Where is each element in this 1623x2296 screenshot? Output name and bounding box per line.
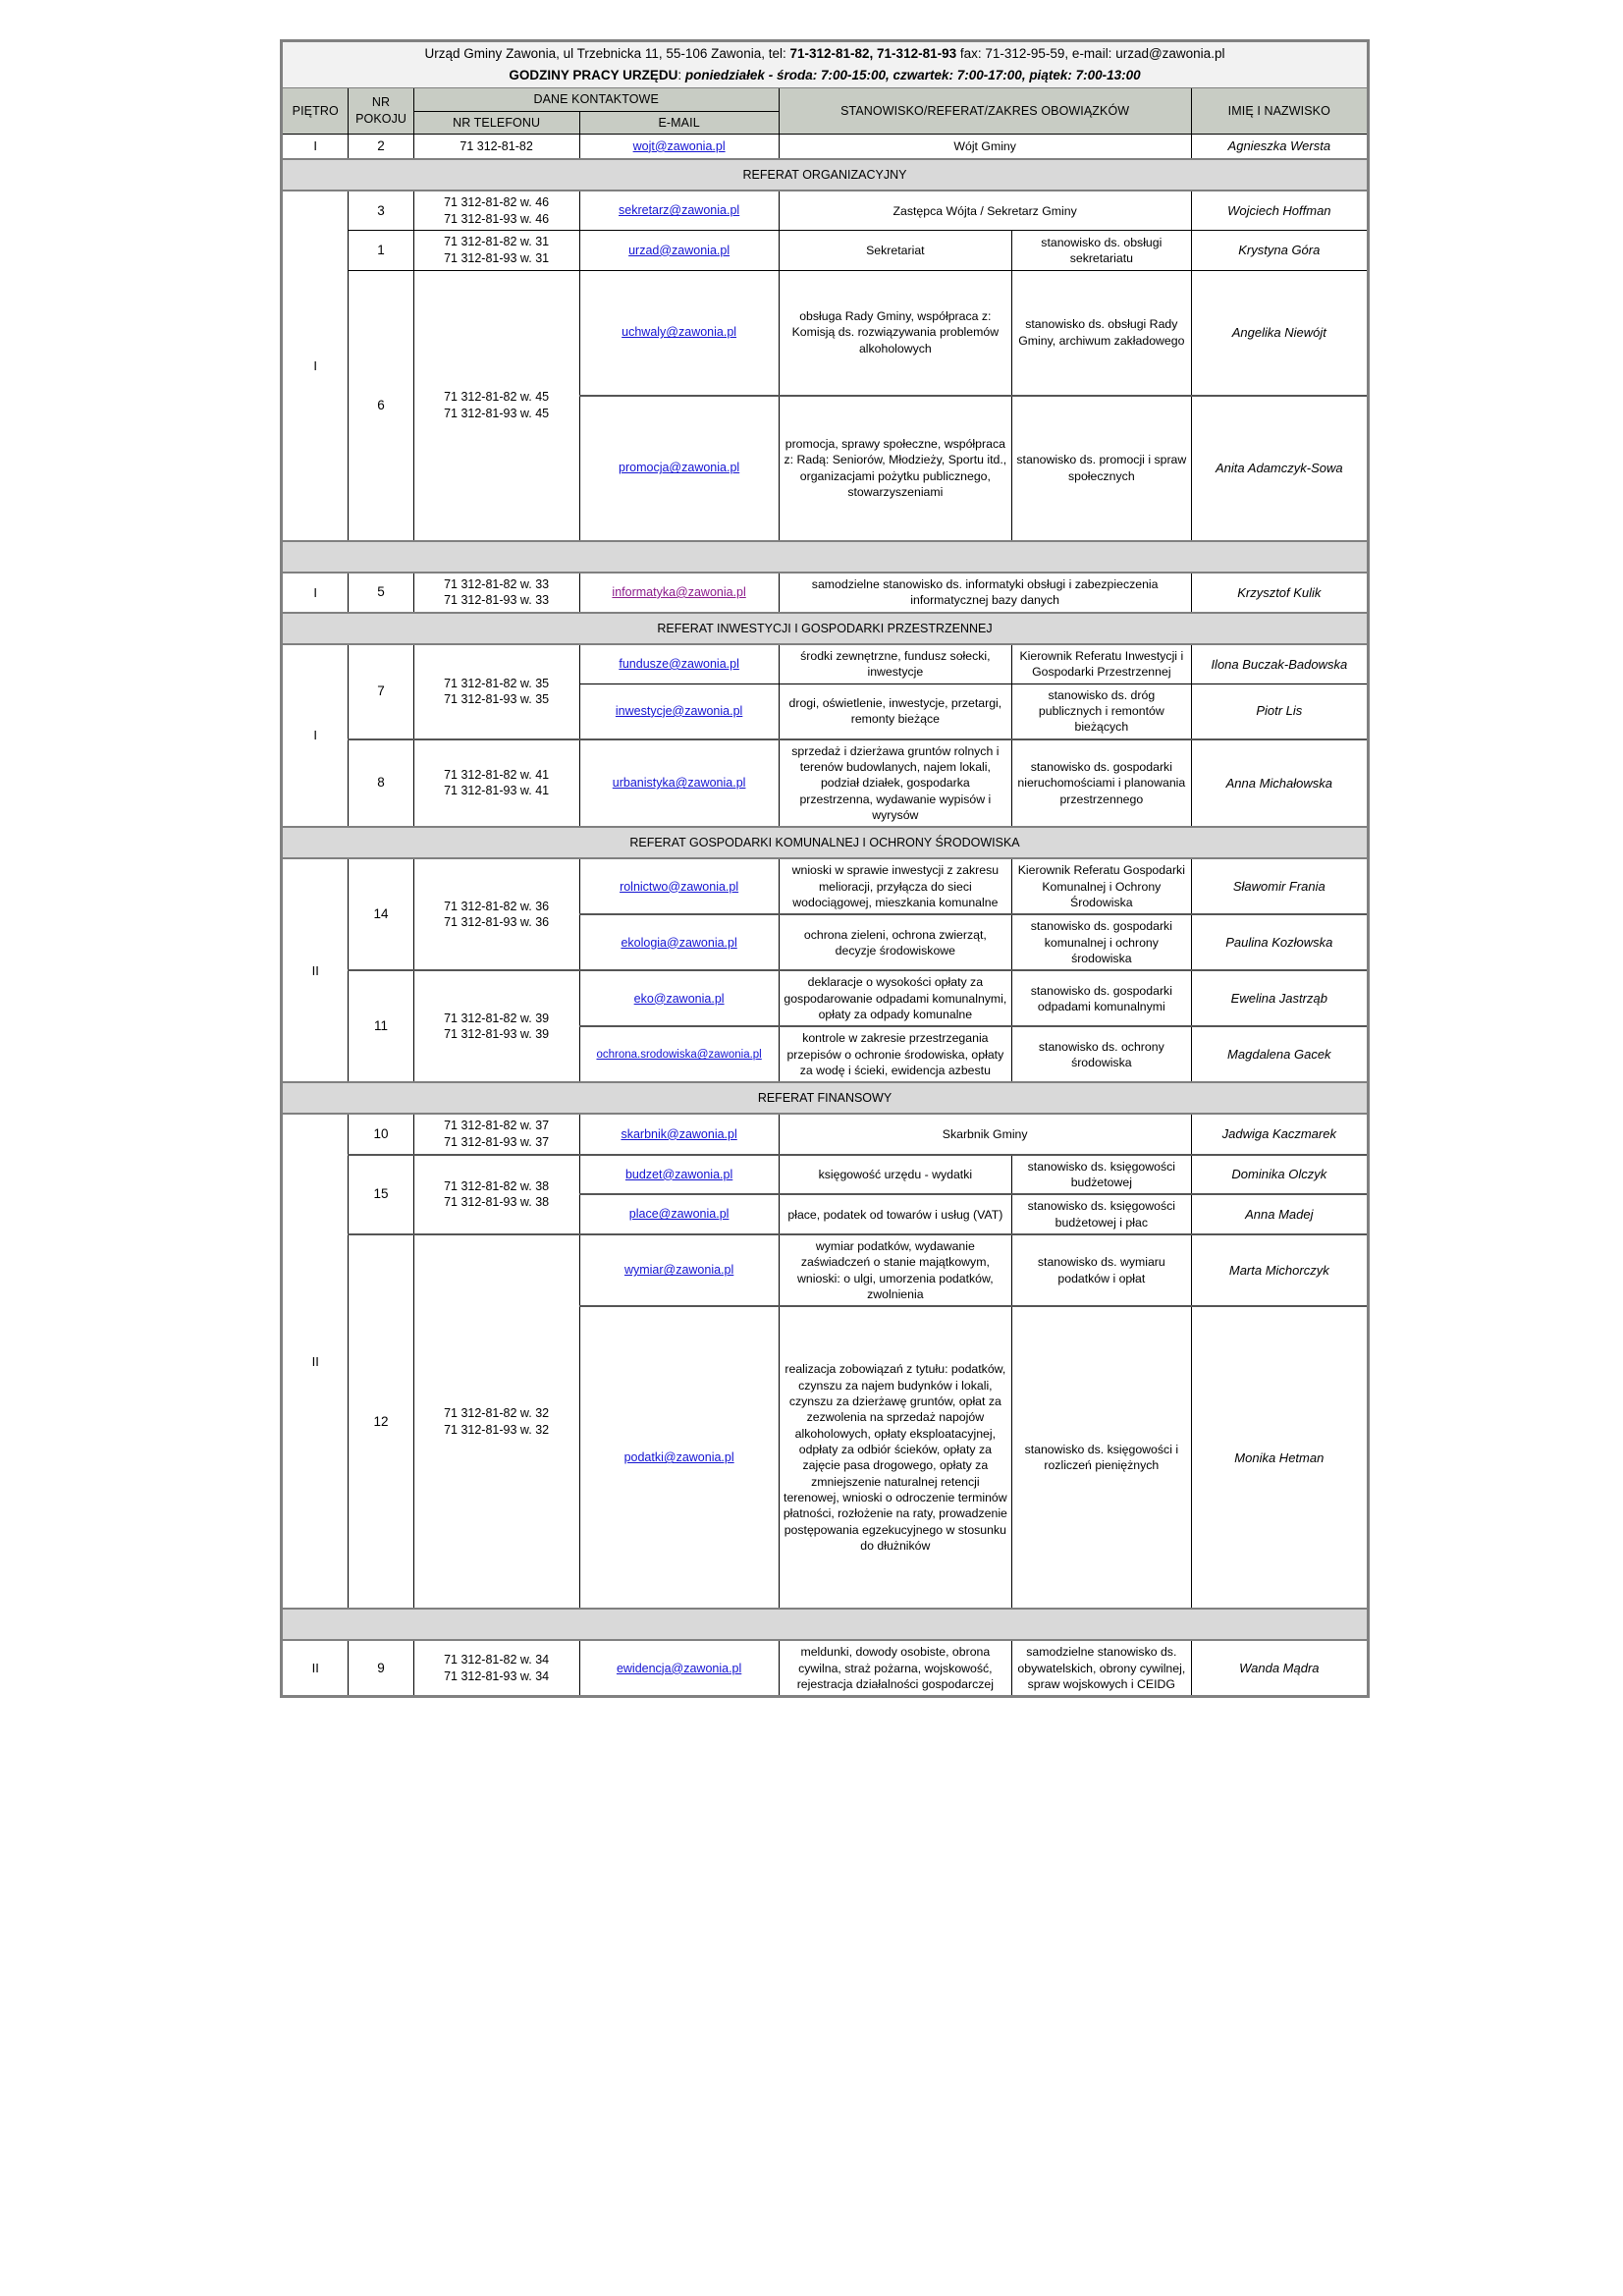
cell-email [579, 135, 779, 159]
email-link[interactable]: informatyka@zawonia.pl [612, 584, 746, 599]
phone-line-1: 71 312-81-82 w. 31 [444, 235, 550, 249]
cell-duties: ochrona zieleni, ochrona zwierząt, decyzje środowiskowe [779, 914, 1011, 970]
cell-post: Kierownik Referatu Inwestycji i Gospodarki Przestrzennej [1012, 644, 1192, 683]
cell-name: Angelika Niewójt [1191, 270, 1368, 396]
email-link[interactable]: ochrona.srodowiska@zawonia.pl [596, 1049, 762, 1062]
cell-name: Monika Hetman [1191, 1306, 1368, 1609]
section-title: REFERAT FINANSOWY [282, 1082, 1369, 1114]
staff-directory-table [280, 39, 1370, 1698]
email-link[interactable]: podatki@zawonia.pl [623, 1450, 734, 1465]
email-link[interactable]: sekretarz@zawonia.pl [619, 203, 740, 218]
cell-duties: obsługa Rady Gminy, współpraca z: Komisją ds. rozwiązywania problemów alkoholowych [779, 270, 1011, 396]
table-row [282, 970, 1369, 1026]
office-info-banner [282, 41, 1369, 88]
cell-post: stanowisko ds. wymiaru podatków i opłat [1012, 1234, 1192, 1306]
cell-room: 12 [349, 1234, 413, 1609]
section-header-inwestycji [282, 613, 1369, 644]
phone-line-1: 71 312-81-82 w. 32 [444, 1406, 550, 1421]
phone-line-2: 71 312-81-93 w. 31 [444, 250, 550, 265]
table-row [282, 1114, 1369, 1154]
cell-name: Magdalena Gacek [1191, 1026, 1368, 1082]
email-link[interactable]: skarbnik@zawonia.pl [621, 1126, 737, 1141]
email-link[interactable]: urbanistyka@zawonia.pl [612, 776, 746, 791]
table-row [282, 1640, 1369, 1697]
col-header-room: NR POKOJU [349, 87, 413, 134]
section-title: REFERAT ORGANIZACYJNY [282, 159, 1369, 191]
phone-line-1: 71 312-81-82 w. 38 [444, 1178, 550, 1193]
cell-room: 9 [349, 1640, 413, 1697]
table-row [282, 1234, 1369, 1306]
col-header-email: E-MAIL [579, 111, 779, 135]
cell-email [579, 1026, 779, 1082]
cell-position: Wójt Gminy [779, 135, 1191, 159]
cell-duties: wymiar podatków, wydawanie zaświadczeń o stanie majątkowym, wnioski: o ulgi, umorzenia podatków, zwolnienia [779, 1234, 1011, 1306]
phone-line-2: 71 312-81-93 w. 34 [444, 1668, 550, 1683]
phone-line-2: 71 312-81-93 w. 39 [444, 1027, 550, 1042]
table-row [282, 231, 1369, 270]
cell-post: stanowisko ds. promocji i spraw społecznych [1012, 396, 1192, 541]
cell-duties: księgowość urzędu - wydatki [779, 1155, 1011, 1195]
cell-floor: II [282, 1114, 349, 1609]
cell-name: Krystyna Góra [1191, 231, 1368, 270]
cell-phone [413, 1234, 579, 1609]
col-header-name: IMIĘ I NAZWISKO [1191, 87, 1368, 134]
table-row [282, 135, 1369, 159]
phone-numbers-bold: 71-312-81-82, 71-312-81-93 [789, 46, 957, 61]
cell-name: Anna Madej [1191, 1194, 1368, 1234]
cell-phone [413, 1640, 579, 1697]
cell-post: stanowisko ds. księgowości i rozliczeń pieniężnych [1012, 1306, 1192, 1609]
cell-room: 14 [349, 858, 413, 970]
email-link[interactable]: rolnictwo@zawonia.pl [620, 879, 739, 894]
cell-phone [413, 644, 579, 739]
cell-email [579, 1194, 779, 1234]
cell-position: samodzielne stanowisko ds. informatyki obsługi i zabezpieczenia informatycznej bazy danych [779, 573, 1191, 613]
table-row [282, 191, 1369, 231]
phone-line-1: 71 312-81-82 w. 37 [444, 1119, 550, 1133]
phone-line-1: 71 312-81-82 w. 41 [444, 767, 550, 782]
table-row [282, 858, 1369, 914]
cell-post: stanowisko ds. gospodarki odpadami komunalnymi [1012, 970, 1192, 1026]
cell-name: Dominika Olczyk [1191, 1155, 1368, 1195]
email-link[interactable]: wymiar@zawonia.pl [623, 1263, 734, 1278]
cell-phone [413, 1114, 579, 1154]
cell-email [579, 1640, 779, 1697]
email-link[interactable]: fundusze@zawonia.pl [619, 656, 739, 671]
phone-line-1: 71 312-81-82 w. 33 [444, 576, 550, 591]
cell-floor: II [282, 1640, 349, 1697]
cell-email [579, 858, 779, 914]
cell-floor: I [282, 191, 349, 541]
fax-email-suffix: fax: 71-312-95-59, e-mail: urzad@zawonia.pl [956, 46, 1225, 61]
table-row [282, 644, 1369, 683]
cell-email [579, 231, 779, 270]
cell-email [579, 683, 779, 739]
email-link[interactable]: uchwaly@zawonia.pl [622, 325, 737, 340]
section-spacer [282, 541, 1369, 573]
email-link[interactable]: eko@zawonia.pl [633, 991, 725, 1006]
cell-name: Piotr Lis [1191, 683, 1368, 739]
cell-room: 8 [349, 739, 413, 828]
cell-name: Paulina Kozłowska [1191, 914, 1368, 970]
phone-line-2: 71 312-81-93 w. 45 [444, 406, 550, 420]
table-row [282, 573, 1369, 613]
cell-post: stanowisko ds. ochrony środowiska [1012, 1026, 1192, 1082]
cell-email [579, 1155, 779, 1195]
cell-name: Sławomir Frania [1191, 858, 1368, 914]
cell-email [579, 914, 779, 970]
email-link[interactable]: ekologia@zawonia.pl [621, 935, 737, 950]
cell-post: stanowisko ds. gospodarki nieruchomościami i planowania przestrzennego [1012, 739, 1192, 828]
section-header-organizacyjny [282, 159, 1369, 191]
hours-separator: : [677, 67, 685, 82]
table-header-row-1 [282, 87, 1369, 111]
cell-phone [413, 858, 579, 970]
table-row [282, 1155, 1369, 1195]
cell-email [579, 1114, 779, 1154]
cell-post: stanowisko ds. gospodarki komunalnej i ochrony środowiska [1012, 914, 1192, 970]
cell-post: stanowisko ds. księgowości budżetowej [1012, 1155, 1192, 1195]
section-title: REFERAT INWESTYCJI I GOSPODARKI PRZESTRZENNEJ [282, 613, 1369, 644]
cell-phone [413, 573, 579, 613]
cell-name: Anna Michałowska [1191, 739, 1368, 828]
address-prefix: Urząd Gminy Zawonia, ul Trzebnicka 11, 55-106 Zawonia, tel: [424, 46, 790, 61]
cell-email [579, 644, 779, 683]
cell-floor: I [282, 135, 349, 159]
col-header-contact-group: DANE KONTAKTOWE [413, 87, 779, 111]
cell-post: stanowisko ds. księgowości budżetowej i płac [1012, 1194, 1192, 1234]
section-header-finansowy [282, 1082, 1369, 1114]
cell-name: Ilona Buczak-Badowska [1191, 644, 1368, 683]
cell-post: stanowisko ds. obsługi Rady Gminy, archiwum zakładowego [1012, 270, 1192, 396]
section-title: REFERAT GOSPODARKI KOMUNALNEJ I OCHRONY ŚRODOWISKA [282, 827, 1369, 858]
cell-room: 1 [349, 231, 413, 270]
cell-phone [413, 270, 579, 541]
cell-phone [413, 231, 579, 270]
cell-email [579, 396, 779, 541]
email-link[interactable]: ewidencja@zawonia.pl [616, 1661, 742, 1675]
cell-post: stanowisko ds. obsługi sekretariatu [1012, 231, 1192, 270]
cell-position: Zastępca Wójta / Sekretarz Gminy [779, 191, 1191, 231]
phone-line-2: 71 312-81-93 w. 38 [444, 1195, 550, 1210]
cell-post: samodzielne stanowisko ds. obywatelskich, obrony cywilnej, spraw wojskowych i CEIDG [1012, 1640, 1192, 1697]
section-spacer [282, 1609, 1369, 1640]
phone-line-1: 71 312-81-82 w. 36 [444, 899, 550, 913]
cell-email [579, 270, 779, 396]
email-link[interactable]: wojt@zawonia.pl [632, 138, 726, 153]
cell-floor: I [282, 573, 349, 613]
phone-line-2: 71 312-81-93 w. 46 [444, 211, 550, 226]
phone-line-2: 71 312-81-93 w. 35 [444, 692, 550, 707]
spacer-cell [282, 541, 1369, 573]
cell-name: Wojciech Hoffman [1191, 191, 1368, 231]
cell-email [579, 191, 779, 231]
phone-line-2: 71 312-81-93 w. 36 [444, 915, 550, 930]
col-header-floor: PIĘTRO [282, 87, 349, 134]
cell-phone [413, 191, 579, 231]
cell-room: 7 [349, 644, 413, 739]
phone-line-2: 71 312-81-93 w. 41 [444, 784, 550, 798]
cell-name: Jadwiga Kaczmarek [1191, 1114, 1368, 1154]
office-address-line [287, 45, 1363, 63]
cell-duties: drogi, oświetlenie, inwestycje, przetargi, remonty bieżące [779, 683, 1011, 739]
cell-room: 2 [349, 135, 413, 159]
cell-name: Marta Michorczyk [1191, 1234, 1368, 1306]
col-header-position: STANOWISKO/REFERAT/ZAKRES OBOWIĄZKÓW [779, 87, 1191, 134]
cell-room: 10 [349, 1114, 413, 1154]
email-link[interactable]: urzad@zawonia.pl [628, 243, 730, 257]
cell-floor: II [282, 858, 349, 1082]
cell-email [579, 739, 779, 828]
cell-room: 15 [349, 1155, 413, 1234]
email-link[interactable]: inwestycje@zawonia.pl [615, 703, 743, 718]
cell-duties: realizacja zobowiązań z tytułu: podatków, czynszu za najem budynków i lokali, czynszu za dzierżawę gruntów, opłat za zezwolenia na sprzedaż napojów alkoholowych, opłaty eksploatacyjnej, odpłaty za odbiór ścieków, opłaty za zajęcie pasa drogowego, opłaty za zmniejszenie naturalnej retencji terenowej, wnioski o odroczenie terminów płatności, rozłożenie na raty, prowadzenie postępowania egzekucyjnego w stosunku do dłużników [779, 1306, 1011, 1609]
cell-email [579, 970, 779, 1026]
col-header-phone: NR TELEFONU [413, 111, 579, 135]
cell-name: Ewelina Jastrząb [1191, 970, 1368, 1026]
hours-value: poniedziałek - środa: 7:00-15:00, czwartek: 7:00-17:00, piątek: 7:00-13:00 [684, 67, 1141, 82]
phone-line-1: 71 312-81-82 w. 46 [444, 195, 550, 210]
cell-duties: kontrole w zakresie przestrzegania przepisów o ochronie środowiska, opłaty za wodę i ścieki, ewidencja azbestu [779, 1026, 1011, 1082]
cell-post: Kierownik Referatu Gospodarki Komunalnej i Ochrony Środowiska [1012, 858, 1192, 914]
cell-phone [413, 970, 579, 1082]
cell-duties: płace, podatek od towarów i usług (VAT) [779, 1194, 1011, 1234]
hours-label: GODZINY PRACY URZĘDU [509, 67, 678, 82]
email-link[interactable]: promocja@zawonia.pl [619, 461, 740, 475]
cell-email [579, 573, 779, 613]
table-row [282, 739, 1369, 828]
cell-duties: deklaracje o wysokości opłaty za gospodarowanie odpadami komunalnymi, opłaty za odpady komunalne [779, 970, 1011, 1026]
phone-line-2: 71 312-81-93 w. 33 [444, 593, 550, 608]
cell-floor: I [282, 644, 349, 827]
cell-duties: sprzedaż i dzierżawa gruntów rolnych i terenów budowlanych, najem lokali, podział działek, gospodarka przestrzenna, wydawanie wypisów i wyrysów [779, 739, 1011, 828]
email-link[interactable]: budzet@zawonia.pl [624, 1167, 733, 1181]
cell-room: 6 [349, 270, 413, 541]
phone-line-1: 71 312-81-82 w. 39 [444, 1011, 550, 1025]
cell-name: Krzysztof Kulik [1191, 573, 1368, 613]
phone-line-1: 71 312-81-82 w. 45 [444, 389, 550, 404]
phone-line-2: 71 312-81-93 w. 37 [444, 1135, 550, 1150]
cell-room: 11 [349, 970, 413, 1082]
cell-duties: meldunki, dowody osobiste, obrona cywilna, straż pożarna, wojskowość, rejestracja działalności gospodarczej [779, 1640, 1011, 1697]
cell-email [579, 1306, 779, 1609]
table-row [282, 270, 1369, 396]
office-hours-line [287, 67, 1363, 84]
cell-duties: wnioski w sprawie inwestycji z zakresu melioracji, przyłącza do sieci wodociągowej, mieszkania komunalne [779, 858, 1011, 914]
cell-post: stanowisko ds. dróg publicznych i remontów bieżących [1012, 683, 1192, 739]
section-header-komunalnej [282, 827, 1369, 858]
cell-position: Skarbnik Gminy [779, 1114, 1191, 1154]
cell-room: 3 [349, 191, 413, 231]
cell-name: Agnieszka Wersta [1191, 135, 1368, 159]
cell-duties: promocja, sprawy społeczne, współpraca z: Radą: Seniorów, Młodzieży, Sportu itd., organizacjami pożytku publicznego, stowarzyszeniami [779, 396, 1011, 541]
phone-line-1: 71 312-81-82 w. 34 [444, 1653, 550, 1667]
cell-room: 5 [349, 573, 413, 613]
cell-email [579, 1234, 779, 1306]
cell-phone [413, 739, 579, 828]
cell-name: Anita Adamczyk-Sowa [1191, 396, 1368, 541]
cell-phone: 71 312-81-82 [413, 135, 579, 159]
spacer-cell [282, 1609, 1369, 1640]
cell-duties: środki zewnętrzne, fundusz sołecki, inwestycje [779, 644, 1011, 683]
email-link[interactable]: place@zawonia.pl [628, 1207, 730, 1222]
phone-line-2: 71 312-81-93 w. 32 [444, 1422, 550, 1437]
cell-name: Wanda Mądra [1191, 1640, 1368, 1697]
cell-phone [413, 1155, 579, 1234]
phone-line-1: 71 312-81-82 w. 35 [444, 676, 550, 690]
cell-duties: Sekretariat [779, 231, 1011, 270]
